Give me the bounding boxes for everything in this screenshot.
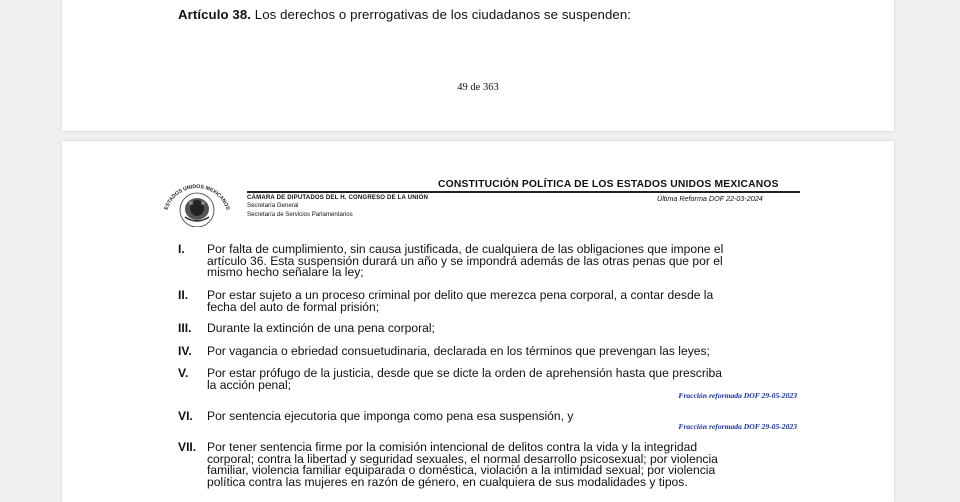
item-line: familiar, violencia familiar equiparada o doméstica, violación a la intimidad sexual; por violencia bbox=[207, 463, 716, 477]
item-line: Por estar prófugo de la justicia, desde que se dicte la orden de aprehensión hasta que prescriba bbox=[207, 366, 722, 380]
header-institution bbox=[247, 194, 428, 219]
reform-note: Fracción reformada DOF 29-05-2023 bbox=[678, 391, 797, 400]
list-item bbox=[178, 290, 800, 314]
item-line: Por falta de cumplimiento, sin causa justificada, de cualquiera de las obligaciones que impone el bbox=[207, 242, 724, 256]
item-number: VI. bbox=[178, 409, 193, 423]
svg-text:ESTADOS UNIDOS MEXICANOS: ESTADOS UNIDOS MEXICANOS bbox=[163, 183, 231, 211]
list-item bbox=[178, 346, 800, 358]
article-label: Artículo 38. bbox=[178, 7, 252, 22]
list-item bbox=[178, 442, 800, 490]
item-line: artículo 36. Esta suspensión durará un año y se impondrá además de las otras penas que por el bbox=[207, 253, 723, 268]
item-line: Por vagancia o ebriedad consuetudinaria, declarada en los términos que prevengan las leyes; bbox=[207, 344, 710, 358]
list-item bbox=[178, 368, 800, 392]
item-number: I. bbox=[178, 242, 185, 256]
article-38-line bbox=[178, 7, 631, 22]
chamber-name: CÁMARA DE DIPUTADOS DEL H. CONGRESO DE LA UNIÓN bbox=[247, 194, 429, 201]
item-line: política contra las mujeres en razón de género, en cualquiera de sus modalidades y tipos. bbox=[207, 474, 688, 489]
header-divider bbox=[247, 191, 800, 193]
item-line: mismo hecho señalare la ley; bbox=[207, 265, 364, 279]
article-text: Los derechos o prerrogativas de los ciudadanos se suspenden: bbox=[251, 7, 632, 22]
item-line: corporal; contra la libertad y seguridad sexuales, el normal desarrollo psicosexual; por violencia bbox=[207, 451, 718, 466]
item-number: IV. bbox=[178, 344, 192, 358]
secretaria-general: Secretaría General bbox=[247, 202, 299, 210]
item-number: VII. bbox=[178, 440, 197, 454]
item-line: Durante la extinción de una pena corporal; bbox=[207, 321, 435, 335]
list-item bbox=[178, 244, 800, 280]
document-title: CONSTITUCIÓN POLÍTICA DE LOS ESTADOS UNIDOS MEXICANOS bbox=[438, 179, 779, 190]
item-number: V. bbox=[178, 366, 189, 380]
servicios-parlamentarios: Secretaría de Servicios Parlamentarios bbox=[247, 210, 353, 218]
reform-note: Fracción reformada DOF 29-05-2023 bbox=[678, 422, 797, 431]
item-line: fecha del auto de formal prisión; bbox=[207, 299, 380, 314]
item-line: Por tener sentencia firme por la comisión intencional de delitos contra la vida y la integridad bbox=[207, 440, 698, 454]
previous-page bbox=[62, 0, 894, 131]
item-line: la acción penal; bbox=[207, 377, 292, 392]
list-item bbox=[178, 323, 800, 335]
page-number: 49 de 363 bbox=[457, 82, 499, 93]
item-line: Por sentencia ejecutoria que imponga como pena esa suspensión, y bbox=[207, 409, 574, 423]
item-number: II. bbox=[178, 288, 189, 302]
item-number: III. bbox=[178, 321, 192, 335]
last-reform: Última Reforma DOF 22-03-2024 bbox=[657, 194, 763, 203]
national-seal-icon bbox=[158, 179, 236, 227]
current-page bbox=[62, 141, 894, 502]
item-line: Por estar sujeto a un proceso criminal por delito que merezca pena corporal, a contar desde la bbox=[207, 288, 714, 302]
